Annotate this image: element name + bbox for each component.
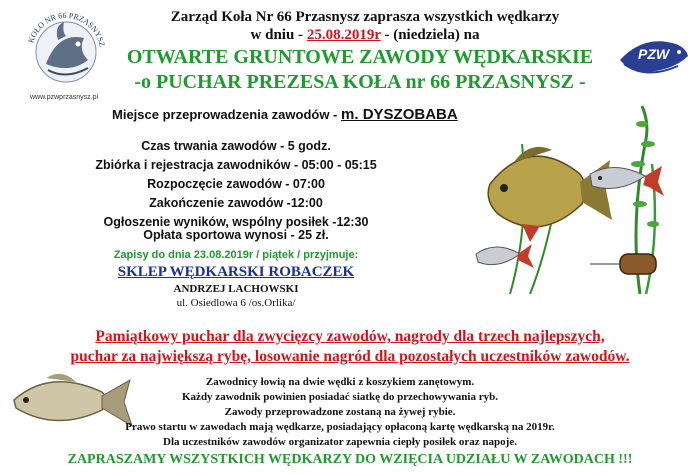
- fishing-scene-icon: [470, 104, 680, 304]
- rules: [90, 375, 590, 450]
- logo-ring-text: KOŁO NR 66 PRZASNYSZ: [26, 10, 107, 48]
- schedule-results: Ogłoszenie wyników, wspólny posiłek -12:30: [103, 215, 369, 229]
- rule-license: Prawo startu w zawodach mają wędkarze, posiadający opłaconą kartę wędkarską na 2019r.: [125, 421, 555, 433]
- rule-meal: Dla uczestników zawodów organizator zapewnia ciepły posiłek oraz napoje.: [163, 436, 517, 448]
- contact-address: ul. Osiedlowa 6 /os.Orlika/: [176, 297, 296, 309]
- footer-invitation: ZAPRASZAMY WSZYSTKICH WĘDKARZY DO WZIĘCIA UDZIAŁU W ZAWODACH !!!: [67, 452, 633, 467]
- event-subtitle: -o PUCHAR PREZESA KOŁA nr 66 PRZASNYSZ -: [134, 71, 586, 93]
- rule-rods: Zawodnicy łowią na dwie wędki z koszykiem zanętowym.: [205, 376, 475, 388]
- date-suffix: - (niedziela) na: [384, 27, 480, 43]
- location-line: [112, 106, 458, 123]
- rule-live-fish: Zawody przeprowadzone zostaną na żywej rybie.: [224, 406, 456, 418]
- rule-keepnet: Każdy zawodnik powinien posiadać siatkę do przechowywania ryb.: [182, 391, 498, 403]
- shop-name[interactable]: SKLEP WĘDKARSKI ROBACZEK: [117, 264, 355, 280]
- fee-line: Opłata sportowa wynosi - 25 zł.: [143, 228, 329, 242]
- prizes-line-1: Pamiątkowy puchar dla zwycięzcy zawodów, nagrody dla trzech najlepszych,: [95, 328, 605, 345]
- schedule-registration: Zbiórka i rejestracja zawodników - 05:00 - 05:15: [95, 158, 377, 172]
- schedule-end: Zakończenie zawodów -12:00: [149, 196, 323, 210]
- location-label: Miejsce przeprowadzenia zawodów -: [112, 107, 338, 122]
- event-title: OTWARTE GRUNTOWE ZAWODY WĘDKARSKIE: [126, 46, 594, 68]
- date-line: [130, 27, 600, 44]
- schedule: [86, 137, 386, 232]
- fish-illustration: [470, 104, 680, 304]
- pzw-logo-text: PZW: [638, 46, 670, 62]
- location-place: m. DYSZOBABA: [341, 106, 458, 123]
- event-date: 25.08.2019r: [306, 27, 381, 43]
- prizes-line-2: puchar za największą rybę, losowanie nagród dla pozostałych uczestników zawodów.: [70, 348, 630, 365]
- contact-person: ANDRZEJ LACHOWSKI: [173, 283, 299, 295]
- date-prefix: w dniu -: [250, 27, 304, 43]
- club-website[interactable]: www.pzwprzasnysz.pl: [30, 94, 99, 101]
- invite-line: Zarząd Koła Nr 66 Przasnysz zaprasza wszystkich wędkarzy: [170, 9, 560, 25]
- schedule-start: Rozpoczęcie zawodów - 07:00: [147, 177, 325, 191]
- registration-line: Zapisy do dnia 23.08.2019r / piątek / przyjmuje:: [113, 249, 359, 261]
- pzw-logo: [616, 30, 690, 82]
- schedule-duration: Czas trwania zawodów - 5 godz.: [141, 139, 331, 153]
